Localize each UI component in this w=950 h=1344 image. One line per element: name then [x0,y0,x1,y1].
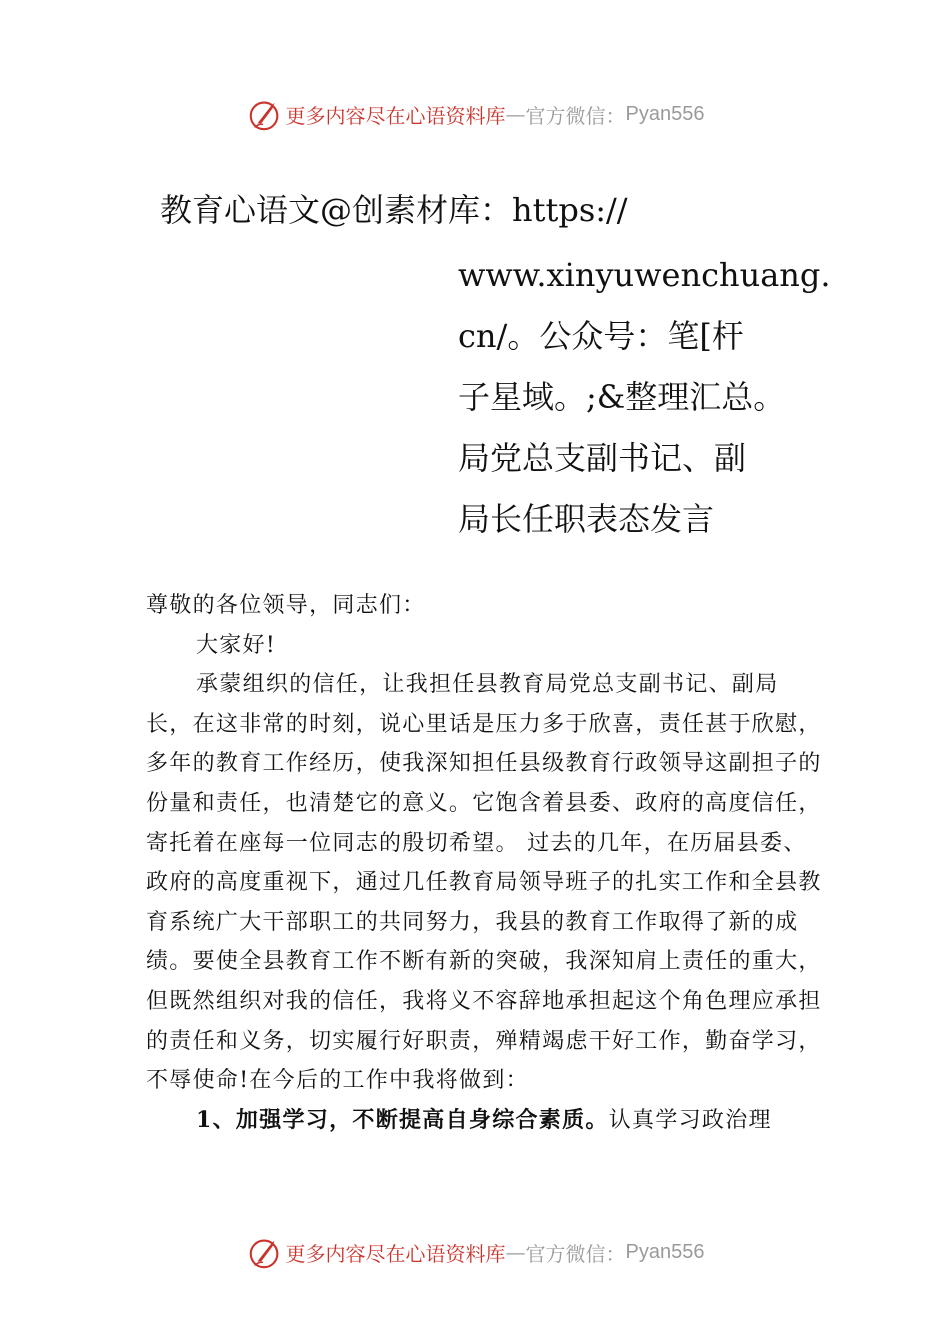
watermark-wechat-label: 官方微信： [525,1241,626,1266]
watermark-wechat-id: Pyan556 [625,102,705,125]
pen-seal-logo-icon [246,95,284,133]
watermark-red-text: 更多内容尽在心语资料库 [285,103,506,128]
point-1 [146,1101,822,1141]
title-line: cn/。公众号：笔[杆 [458,317,744,355]
title-line: 局长任职表态发言 [458,500,715,538]
paragraph-1: 承蒙组织的信任，让我担任县教育局党总支副书记、副局长，在这非常的时刻，说心里话是压力多于欣喜，责任甚于欣慰，多年的教育工作经历，使我深知担任县级教育行政领导这副担子的份量和责任，也清楚它的意义。它饱含着县委、政府的高度信任，寄托着在座每一位同志的殷切希望。 过去的几年，在历届县委、政府的高度重视下，通过几任教育局领导班子的扎实工作和全县教育系统广大干部职工的共同努力，我县的教育工作取得了新的成绩。要使全县教育工作不断有新的突破，我深知肩上责任的重大，但既然组织对我的信任，我将义不容辞地承担起这个角色理应承担的责任和义务，切实履行好职责，殚精竭虑干好工作，勤奋学习， 不辱使命!在今后的工作中我将做到： [146,672,822,1094]
header-watermark-banner [0,94,950,134]
document-body [146,586,822,1140]
watermark-dash: — [505,1240,526,1264]
watermark-wechat-label: 官方微信： [525,103,626,128]
point-1-text: 认真学习政治理 [608,1107,772,1133]
watermark-red-text: 更多内容尽在心语资料库 [285,1241,506,1266]
title-line: www.xinyuwenchuang. [458,256,831,294]
title-line: 子星域。;&整理汇总。 [458,378,786,416]
title-block [458,245,831,550]
point-1-heading: 1、加强学习，不断提高自身综合素质。 [196,1106,609,1133]
pen-seal-logo-icon [246,1233,284,1271]
watermark-wechat-id: Pyan556 [625,1240,705,1263]
watermark-dash: — [505,102,526,126]
salutation: 尊敬的各位领导，同志们： [146,593,426,618]
footer-watermark-banner [0,1232,950,1272]
title-line: 局党总支副书记、副 [458,439,747,477]
title-line-1: 教育心语文@创素材库：https:// [160,191,628,229]
greeting: 大家好! [196,632,277,658]
